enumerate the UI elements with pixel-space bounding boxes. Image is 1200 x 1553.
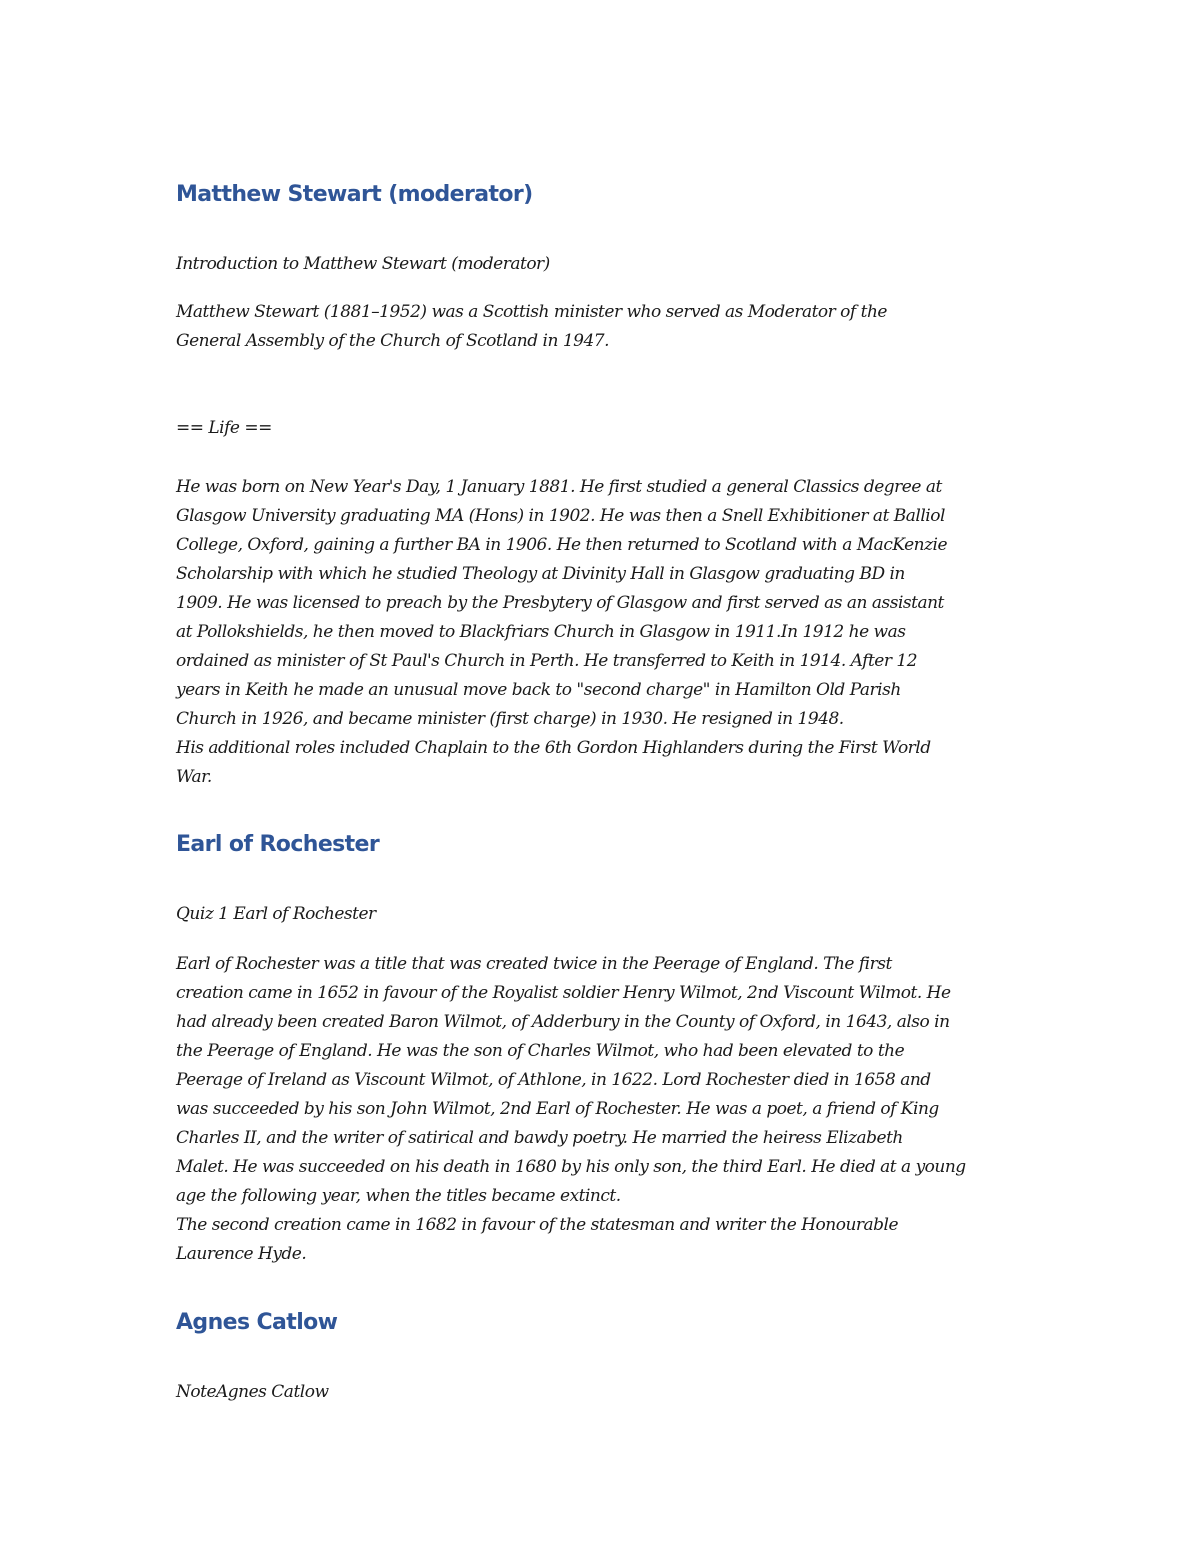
text-line: Church in 1926, and became minister (first charge) in 1930. He resigned in 1948.: [176, 709, 844, 729]
life-paragraph: [176, 473, 1036, 792]
text-line: the Peerage of England. He was the son of Charles Wilmot, who had been elevated to the: [176, 1041, 905, 1061]
text-line: Glasgow University graduating MA (Hons) in 1902. He was then a Snell Exhibitioner at Balliol: [176, 506, 945, 526]
text-line: Laurence Hyde.: [176, 1244, 307, 1264]
text-line: He was born on New Year's Day, 1 January 1881. He first studied a general Classics degree at: [176, 477, 942, 497]
section-subtitle: Introduction to Matthew Stewart (moderator): [176, 254, 550, 274]
text-line: years in Keith he made an unusual move back to "second charge" in Hamilton Old Parish: [176, 680, 901, 700]
document-page: [176, 0, 1036, 1553]
text-line: had already been created Baron Wilmot, of Adderbury in the County of Oxford, in 1643, also in: [176, 1012, 950, 1032]
section-subtitle: Quiz 1 Earl of Rochester: [176, 904, 376, 924]
text-line: Scholarship with which he studied Theology at Divinity Hall in Glasgow graduating BD in: [176, 564, 905, 584]
text-line: Charles II, and the writer of satirical and bawdy poetry. He married the heiress Elizabeth: [176, 1128, 903, 1148]
text-line: Earl of Rochester was a title that was created twice in the Peerage of England. The first: [176, 954, 892, 974]
text-line: College, Oxford, gaining a further BA in 1906. He then returned to Scotland with a MacKenzie: [176, 535, 948, 555]
text-line: Peerage of Ireland as Viscount Wilmot, of Athlone, in 1622. Lord Rochester died in 1658 and: [176, 1070, 931, 1090]
text-line: His additional roles included Chaplain to the 6th Gordon Highlanders during the First World: [176, 738, 931, 758]
text-line: age the following year, when the titles became extinct.: [176, 1186, 621, 1206]
text-line: 1909. He was licensed to preach by the Presbytery of Glasgow and first served as an assistant: [176, 593, 944, 613]
text-line: The second creation came in 1682 in favour of the statesman and writer the Honourable: [176, 1215, 899, 1235]
section-heading-agnes-catlow: Agnes Catlow: [176, 1310, 338, 1335]
text-line: was succeeded by his son John Wilmot, 2nd Earl of Rochester. He was a poet, a friend of King: [176, 1099, 939, 1119]
text-line: creation came in 1652 in favour of the Royalist soldier Henry Wilmot, 2nd Viscount Wilmot. He: [176, 983, 951, 1003]
life-subheading: == Life ==: [176, 418, 272, 438]
text-line: General Assembly of the Church of Scotland in 1947.: [176, 331, 609, 351]
text-line: ordained as minister of St Paul's Church in Perth. He transferred to Keith in 1914. After 12: [176, 651, 918, 671]
text-line: War.: [176, 767, 212, 787]
section-heading-matthew-stewart: Matthew Stewart (moderator): [176, 182, 533, 207]
rochester-paragraph: [176, 950, 1036, 1269]
text-line: Malet. He was succeeded on his death in 1680 by his only son, the third Earl. He died at a young: [176, 1157, 966, 1177]
section-heading-earl-of-rochester: Earl of Rochester: [176, 832, 380, 857]
text-line: Matthew Stewart (1881–1952) was a Scottish minister who served as Moderator of the: [176, 302, 887, 322]
intro-paragraph: [176, 298, 1036, 356]
text-line: at Pollokshields, he then moved to Blackfriars Church in Glasgow in 1911.In 1912 he was: [176, 622, 906, 642]
section-subtitle: NoteAgnes Catlow: [176, 1382, 329, 1402]
